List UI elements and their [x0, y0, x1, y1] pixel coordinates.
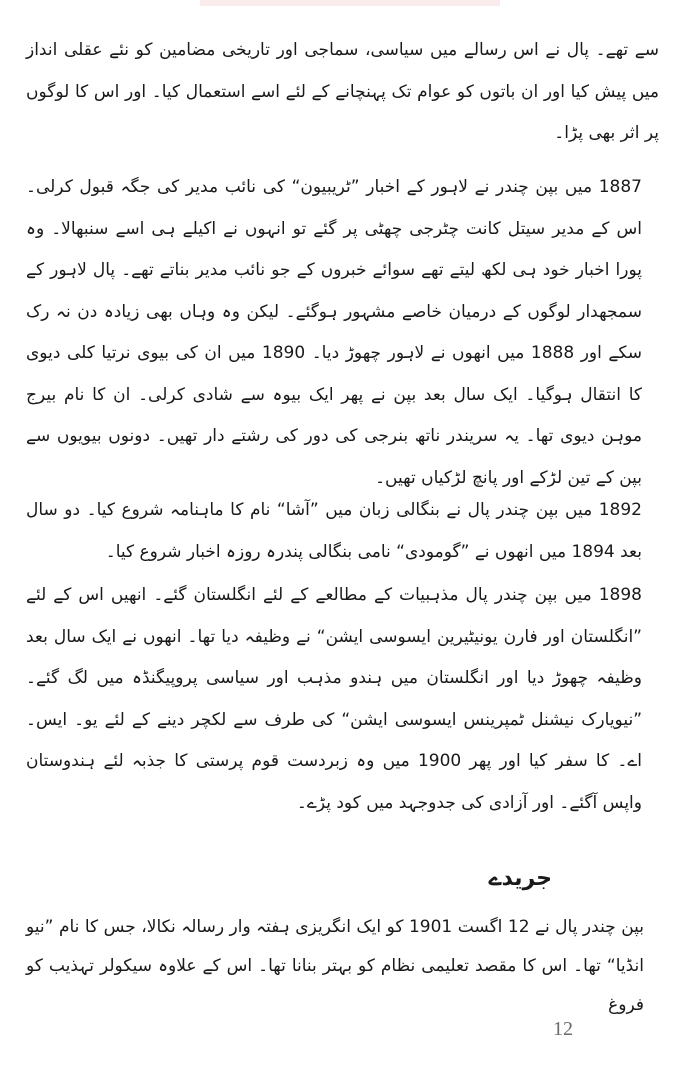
page-number: 12	[553, 1018, 573, 1040]
scan-mark	[200, 0, 500, 6]
section-heading: جریدے	[488, 866, 552, 891]
paragraph-2: 1887 میں بپن چندر نے لاہور کے اخبار ”ٹریبیون“ کی نائب مدیر کی جگہ قبول کرلی۔ اس کے مدیر سیتل کانت چٹرجی چھٹی پر گئے تو انہوں نے اکیلے ہی اسے سنبھالا۔ وہ پورا اخبار خود ہی لکھ لیتے تھے سوائے خبروں کے جو نائب مدیر بناتے تھے۔ پال لاہور کے سمجھدار لوگوں کے درمیان خاصے مشہور ہوگئے۔ لیکن وہ وہاں بھی زیادہ دن نہ رک سکے اور 1888 میں انھوں نے لاہور چھوڑ دیا۔ 1890 میں ان کی بیوی نرتیا کلی دیوی کا انتقال ہوگیا۔ ایک سال بعد بپن نے پھر ایک بیوہ سے شادی کرلی۔ ان کا نام بیرج موہن دیوی تھا۔ یہ سریندر ناتھ بنرجی کی دور کی رشتے دار تھیں۔ دونوں بیویوں سے بپن کے تین لڑکے اور پانچ لڑکیاں تھیں۔	[26, 177, 642, 488]
section-paragraph: بپن چندر پال نے 12 اگست 1901 کو ایک انگریزی ہفتہ وار رسالہ نکالا، جس کا نام ”نیو انڈیا“ تھا۔ اس کا مقصد تعلیمی نظام کو بہتر بنانا تھا۔ اس کے علاوہ سیکولر تہذیب کو فروغ	[26, 917, 644, 1015]
paragraph-4: 1898 میں بپن چندر پال مذہبیات کے مطالعے کے لئے انگلستان گئے۔ انھیں اس کے لئے ”انگلستان اور فارن یونیٹیرین ایسوسی ایشن“ نے وظیفہ دیا تھا۔ انھوں نے ایک سال بعد وظیفہ چھوڑ دیا اور انگلستان میں ہندو مذہب اور سیاسی پروپیگنڈہ میں لگ گئے۔ ”نیویارک نیشنل ٹمپرینس ایسوسی ایشن“ کی طرف سے لکچر دینے کے لئے یو۔ ایس۔ اے۔ کا سفر کیا اور پھر 1900 میں وہ زبردست قوم پرستی کا جذبہ لئے ہندوستان واپس آگئے۔ اور آزادی کی جدوجہد میں کود پڑے۔	[26, 585, 642, 813]
paragraph-3: 1892 میں بپن چندر پال نے بنگالی زبان میں ”آشا“ نام کا ماہنامہ شروع کیا۔ دو سال بعد 1894 میں انھوں نے ”گومودی“ نامی بنگالی پندرہ روزہ اخبار شروع کیا۔	[26, 500, 642, 562]
paragraph-1: سے تھے۔ پال نے اس رسالے میں سیاسی، سماجی اور تاریخی مضامین کو نئے عقلی انداز میں پیش کیا اور ان باتوں کو عوام تک پہنچانے کے لئے اسے استعمال کیا۔ اور اس کا لوگوں پر اثر بھی پڑا۔	[26, 40, 659, 143]
